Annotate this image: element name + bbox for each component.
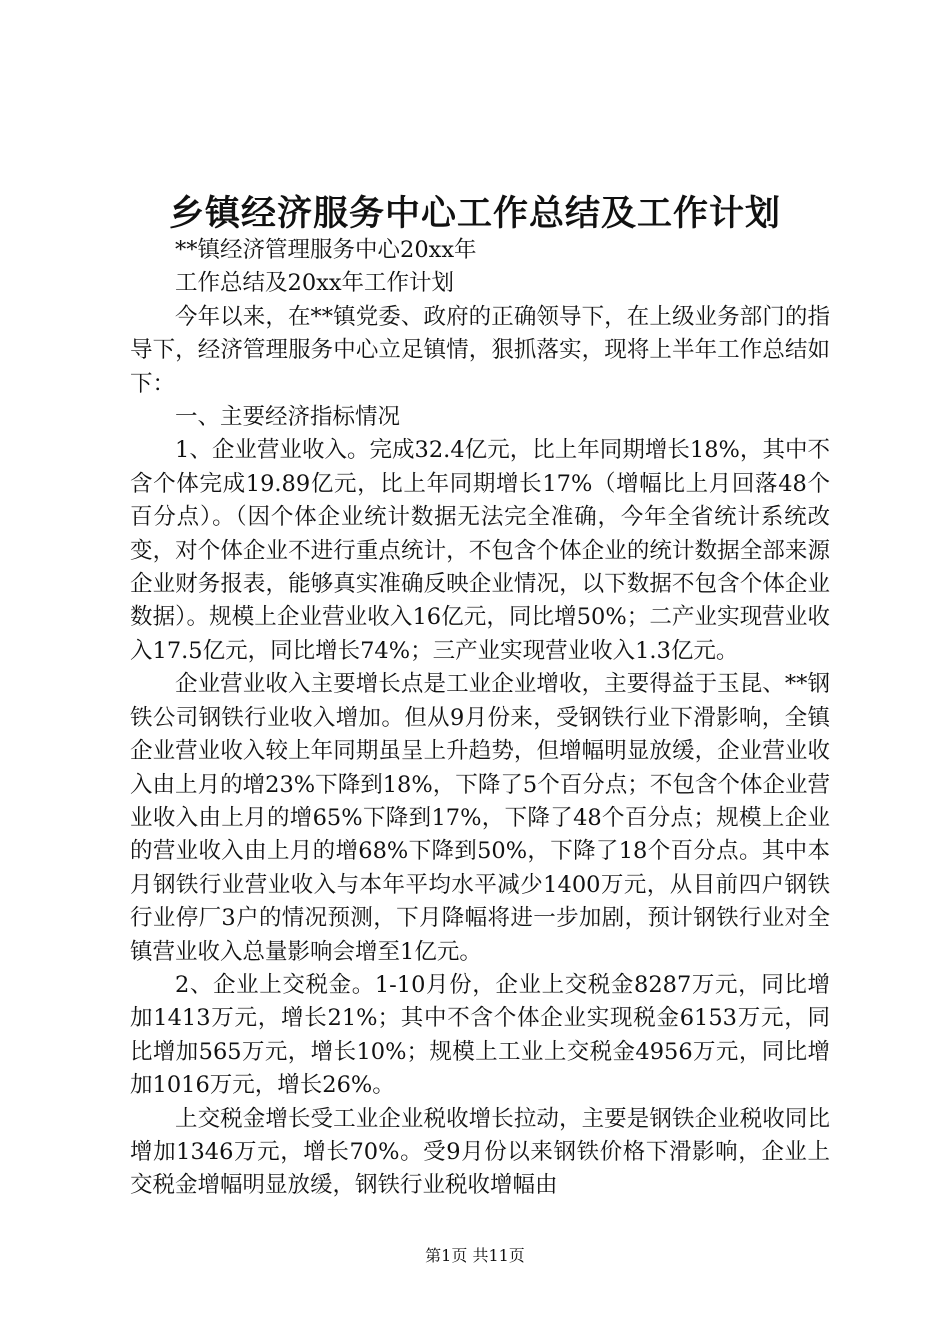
subtitle-line-2: 工作总结及20xx年工作计划 [175,270,455,297]
paragraph-revenue: 1、企业营业收入。完成32.4亿元，比上年同期增长18%，其中不含个体完成19.89亿元，比上年同期增长17%（增幅比上月回落48个百分点）。（因个体企业统计数据无法完全准确，今年全省统计系统改变，对个体企业不进行重点统计，不包含个体企业的统计数据全部来源企业财务报表，能够真实准确反映企业情况，以下数据不包含个体企业数据）。规模上企业营业收入16亿元，同比增50%；二产业实现营业收入17.5亿元，同比增长74%；三产业实现营业收入1.3亿元。 [130,437,830,664]
subtitle-line-1: **镇经济管理服务中心20xx年 [175,237,477,263]
paragraph-tax-analysis: 上交税金增长受工业企业税收增长拉动，主要是钢铁企业税收同比增加1346万元，增长70%。受9月份以来钢铁价格下滑影响，企业上交税金增幅明显放缓，钢铁行业税收增幅由 [130,1105,830,1199]
paragraph-tax: 2、企业上交税金。1-10月份，企业上交税金8287万元，同比增加1413万元，增长21%；其中不含个体企业实现税金6153万元，同比增加565万元，增长10%；规模上工业上交税金4956万元，同比增加1016万元，增长26%。 [130,971,830,1099]
document-body [130,234,830,1203]
paragraph-revenue-analysis: 企业营业收入主要增长点是工业企业增收，主要得益于玉昆、**钢铁公司钢铁行业收入增加。但从9月份来，受钢铁行业下滑影响，全镇企业营业收入较上年同期虽呈上升趋势，但增幅明显放缓，企业营业收入由上月的增23%下降到18%，下降了5个百分点；不包含个体企业营业收入由上月的增65%下降到17%，下降了48个百分点；规模上企业的营业收入由上月的增68%下降到50%，下降了18个百分点。其中本月钢铁行业营业收入与本年平均水平减少1400万元，从目前四户钢铁行业停厂3户的情况预测，下月降幅将进一步加剧，预计钢铁行业对全镇营业收入总量影响会增至1亿元。 [130,671,830,965]
page-number-footer: 第1页 共11页 [425,1246,525,1265]
intro-paragraph: 今年以来，在**镇党委、政府的正确领导下，在上级业务部门的指导下，经济管理服务中心立足镇情，狠抓落实，现将上半年工作总结如下： [130,303,830,397]
document-title: 乡镇经济服务中心工作总结及工作计划 [168,194,781,234]
section-heading: 一、主要经济指标情况 [175,404,401,431]
